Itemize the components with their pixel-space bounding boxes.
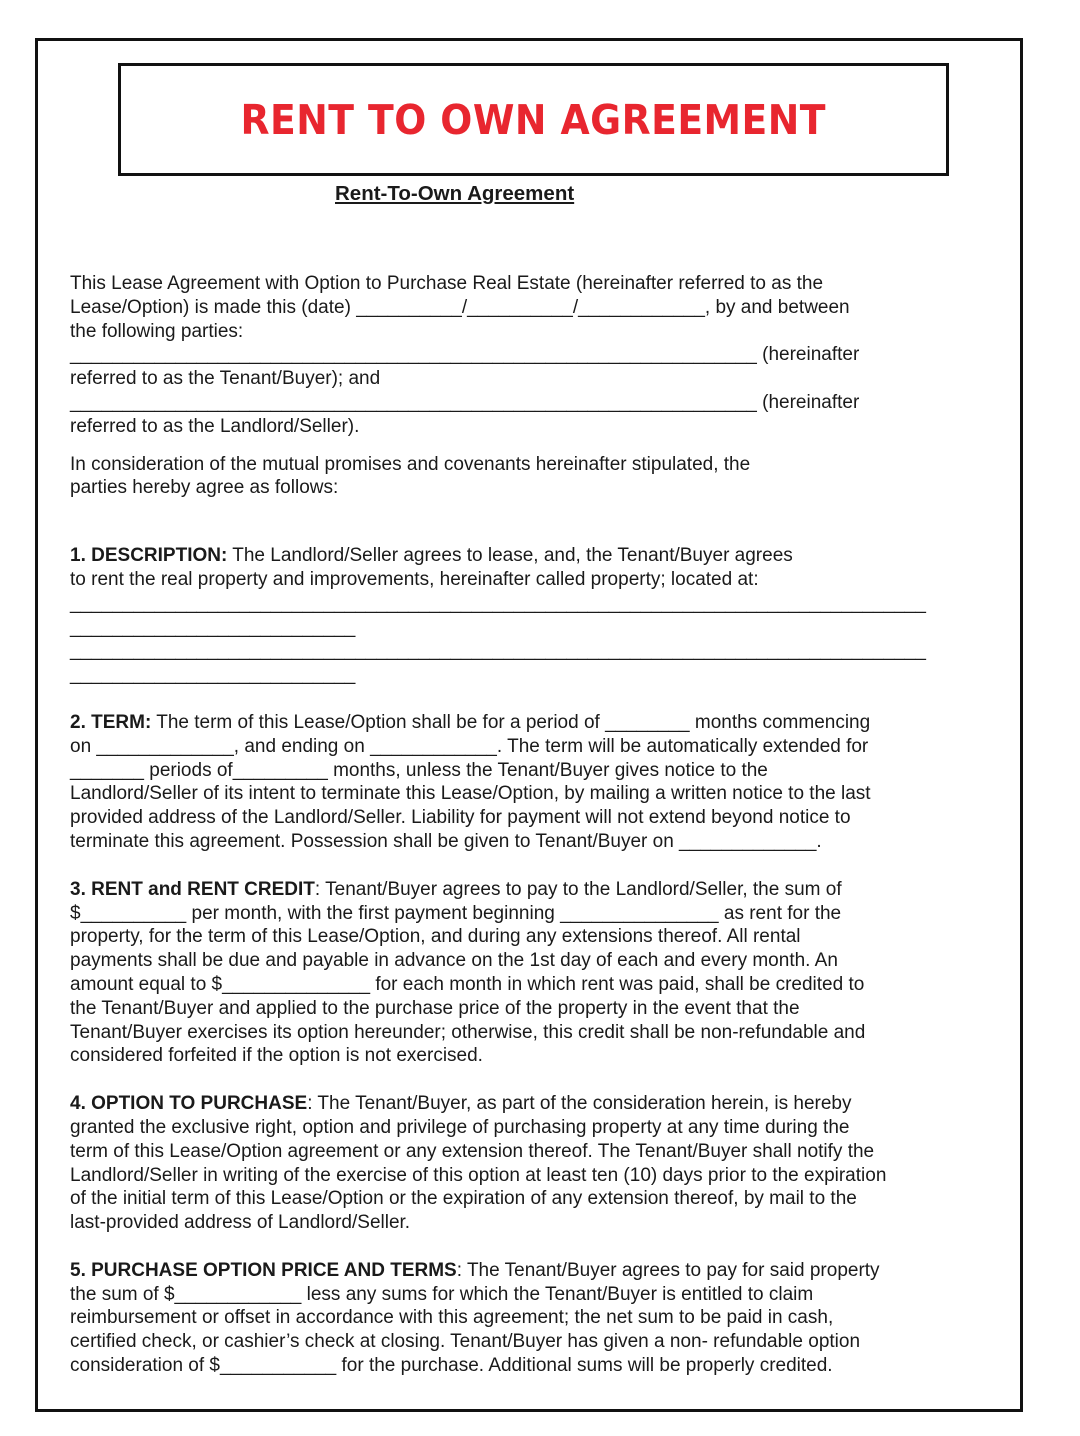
consideration-paragraph xyxy=(70,453,950,501)
address-blank: ___________________________ xyxy=(70,616,356,638)
section-heading: 4. OPTION TO PURCHASE xyxy=(70,1093,308,1115)
text-line: This Lease Agreement with Option to Purchase Real Estate (hereinafter referred to as the xyxy=(70,273,824,294)
agreement-body xyxy=(70,272,950,1378)
text-line: terminate this agreement. Possession shall be given to Tenant/Buyer on _____________. xyxy=(70,830,822,852)
text-line: term of this Lease/Option agreement or any extension thereof. The Tenant/Buyer shall notify the xyxy=(70,1140,875,1162)
text-line: : The Tenant/Buyer agrees to pay for said property xyxy=(456,1259,880,1281)
section-heading: 5. PURCHASE OPTION PRICE AND TERMS xyxy=(70,1259,457,1281)
address-blank: ___________________________ xyxy=(70,664,356,686)
section-heading: 1. DESCRIPTION: xyxy=(70,545,228,567)
document-subtitle: Rent-To-Own Agreement xyxy=(335,182,575,205)
tenant-name-blank: _________________________________________________________________ (hereinafter xyxy=(70,344,860,366)
text-line: Landlord/Seller of its intent to terminate this Lease/Option, by mailing a written notice to the last xyxy=(70,783,871,805)
address-blank: _________________________________________________________________________________ xyxy=(70,592,926,614)
text-line: : Tenant/Buyer agrees to pay to the Landlord/Seller, the sum of xyxy=(314,878,842,900)
text-line: : The Tenant/Buyer, as part of the consideration herein, is hereby xyxy=(307,1093,852,1115)
section-term xyxy=(70,711,950,854)
text-line: certified check, or cashier’s check at closing. Tenant/Buyer has given a non- refundable option xyxy=(70,1331,861,1353)
title-banner xyxy=(118,63,949,176)
text-line: last-provided address of Landlord/Seller. xyxy=(70,1212,411,1234)
text-line: property, for the term of this Lease/Option, and during any extensions thereof. All rental xyxy=(70,926,801,948)
text-line: on _____________, and ending on ____________. The term will be automatically extended for xyxy=(70,735,869,757)
text-line: amount equal to $______________ for each month in which rent was paid, shall be credited to xyxy=(70,973,865,995)
text-line: In consideration of the mutual promises and covenants hereinafter stipulated, the xyxy=(70,453,751,475)
text-line: The term of this Lease/Option shall be for a period of ________ months commencing xyxy=(151,711,871,733)
text-line: parties hereby agree as follows: xyxy=(70,477,339,499)
banner-title: RENT TO OWN AGREEMENT xyxy=(240,95,827,144)
landlord-name-blank: _________________________________________________________________ (hereinafter xyxy=(70,391,860,413)
text-line: payments shall be due and payable in advance on the 1st day of each and every month. An xyxy=(70,950,838,972)
section-heading: 3. RENT and RENT CREDIT xyxy=(70,878,315,900)
text-line: considered forfeited if the option is not exercised. xyxy=(70,1045,483,1067)
address-blank: _________________________________________________________________________________ xyxy=(70,640,926,662)
text-line: Landlord/Seller in writing of the exercise of this option at least ten (10) days prior to the expiration xyxy=(70,1164,887,1186)
text-line: provided address of the Landlord/Seller. Liability for payment will not extend beyond notice to xyxy=(70,807,851,829)
text-line: _______ periods of_________ months, unless the Tenant/Buyer gives notice to the xyxy=(70,759,768,781)
text-line: the following parties: xyxy=(70,320,244,342)
section-purchase-price xyxy=(70,1259,950,1378)
text-line: $__________ per month, with the first payment beginning _______________ as rent for the xyxy=(70,902,842,924)
text-line: Lease/Option) is made this (date) __________/__________/____________, by and between xyxy=(70,296,850,318)
text-line: the sum of $____________ less any sums for which the Tenant/Buyer is entitled to claim xyxy=(70,1283,814,1305)
section-rent-credit xyxy=(70,878,950,1068)
section-option-to-purchase xyxy=(70,1092,950,1235)
section-description xyxy=(70,544,950,687)
text-line: referred to as the Landlord/Seller). xyxy=(70,415,360,437)
section-heading: 2. TERM: xyxy=(70,711,152,733)
text-line: referred to as the Tenant/Buyer); and xyxy=(70,368,381,390)
intro-paragraph xyxy=(70,272,950,439)
text-line: to rent the real property and improvements, hereinafter called property; located at: xyxy=(70,568,759,590)
text-line: reimbursement or offset in accordance with this agreement; the net sum to be paid in cash, xyxy=(70,1307,834,1329)
text-line: the Tenant/Buyer and applied to the purchase price of the property in the event that the xyxy=(70,997,800,1019)
text-line: Tenant/Buyer exercises its option hereunder; otherwise, this credit shall be non-refundable and xyxy=(70,1021,866,1043)
text-line: The Landlord/Seller agrees to lease, and, the Tenant/Buyer agrees xyxy=(227,545,793,567)
text-line: consideration of $___________ for the purchase. Additional sums will be properly credited. xyxy=(70,1355,833,1377)
text-line: granted the exclusive right, option and privilege of purchasing property at any time during the xyxy=(70,1116,850,1138)
text-line: of the initial term of this Lease/Option or the expiration of any extension thereof, by mail to the xyxy=(70,1188,857,1210)
